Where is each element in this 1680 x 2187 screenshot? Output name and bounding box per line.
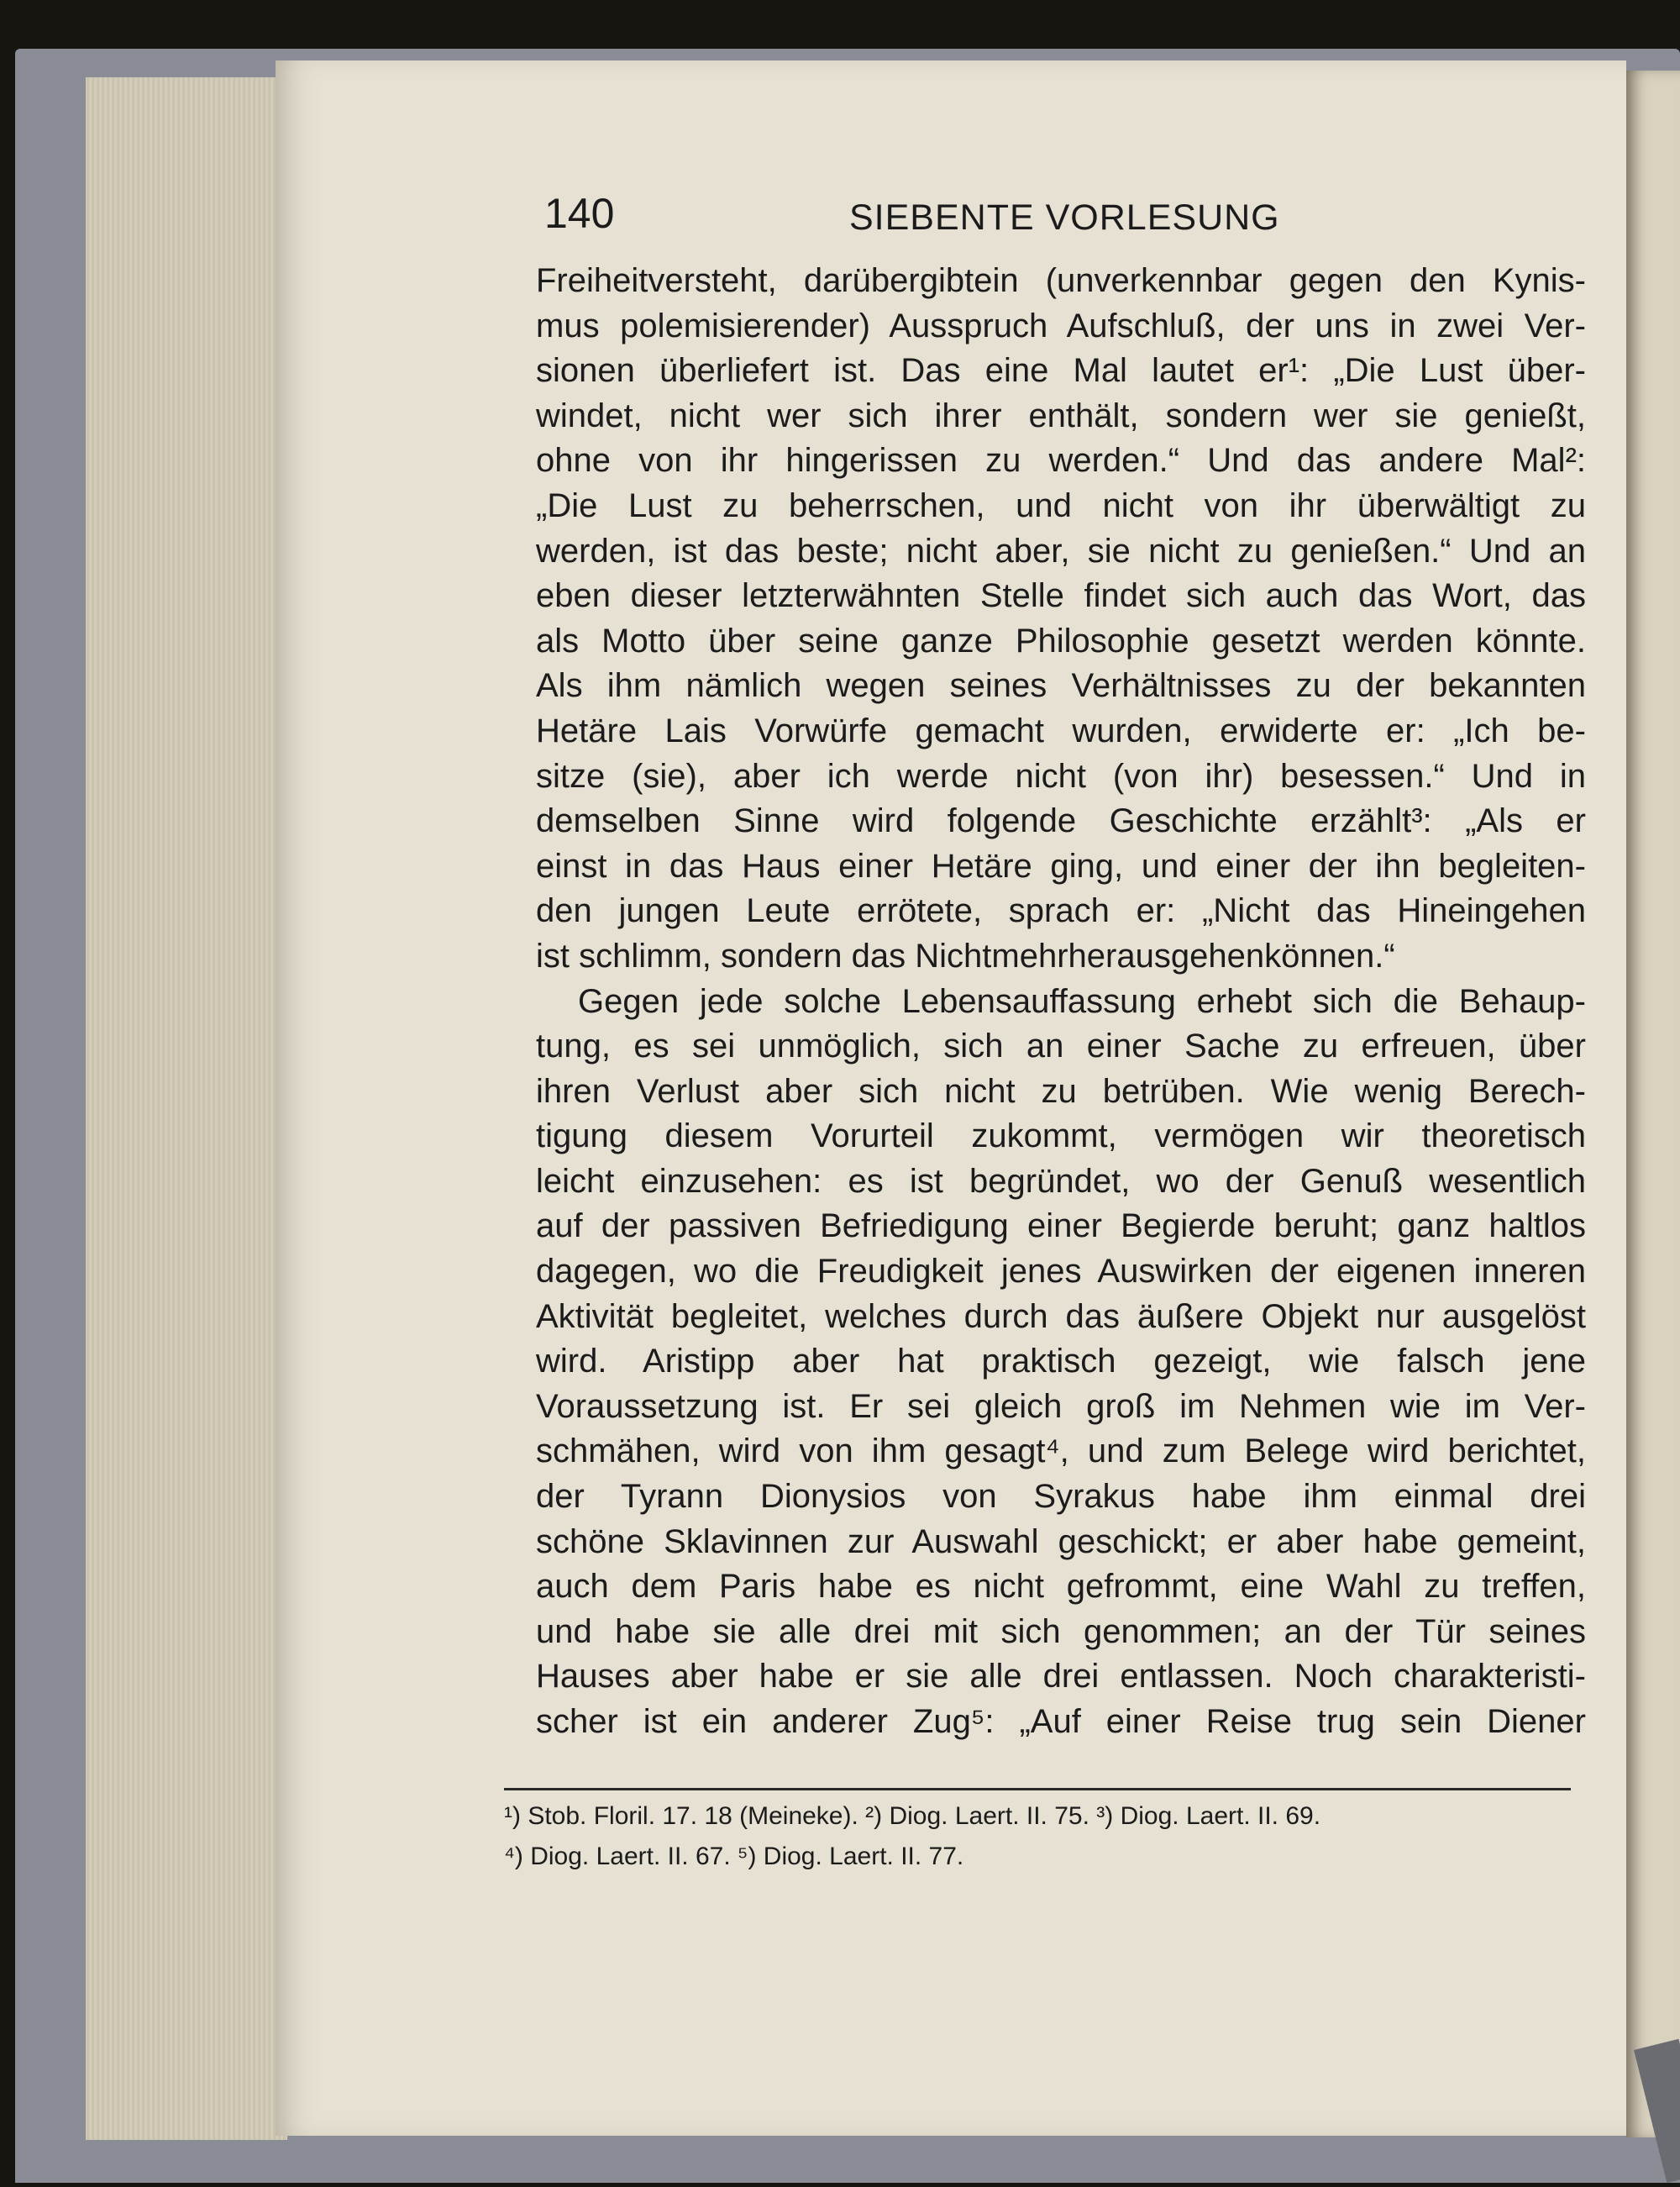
running-head: SIEBENTE VORLESUNG	[849, 197, 1280, 238]
text-line: Voraussetzung ist. Er sei gleich groß im Nehmen wie im Ver-	[536, 1387, 1586, 1425]
footnote-line: ¹) Stob. Floril. 17. 18 (Meineke). ²) Diog. Laert. II. 75. ³) Diog. Laert. II. 69.	[504, 1802, 1321, 1830]
text-line: „Die Lust zu beherrschen, und nicht von ihr überwältigt zu	[536, 486, 1586, 524]
paragraph-start-line: Gegen jede solche Lebensauffassung erhebt sich die Behaup-	[578, 982, 1586, 1020]
text-line: Aktivität begleitet, welches durch das äußere Objekt nur ausgelöst	[536, 1297, 1586, 1335]
text-line: wird. Aristipp aber hat praktisch gezeigt, wie falsch jene	[536, 1343, 1586, 1380]
text-line: auf der passiven Befriedigung einer Begierde beruht; ganz haltlos	[536, 1207, 1586, 1245]
facing-page-edge	[1626, 71, 1680, 2137]
text-line: den jungen Leute errötete, sprach er: „Nicht das Hineingehen	[536, 892, 1586, 930]
text-line: windet, nicht wer sich ihrer enthält, sondern wer sie genießt,	[536, 397, 1586, 434]
body-text	[536, 259, 1586, 1745]
text-line: werden, ist das beste; nicht aber, sie nicht zu genießen.“ Und an	[536, 532, 1586, 570]
text-line: demselben Sinne wird folgende Geschichte erzählt³: „Als er	[536, 802, 1586, 840]
text-line: und habe sie alle drei mit sich genommen; an der Tür seines	[536, 1612, 1586, 1650]
text-line: ihren Verlust aber sich nicht zu betrüben. Wie wenig Berech-	[536, 1072, 1586, 1110]
text-line: mus polemisierender) Ausspruch Aufschluß, der uns in zwei Ver-	[536, 307, 1586, 344]
text-line: schmähen, wird von ihm gesagt⁴, und zum Belege wird berichtet,	[536, 1433, 1586, 1470]
text-line: schöne Sklavinnen zur Auswahl geschickt; er aber habe gemeint,	[536, 1522, 1586, 1560]
footnotes	[504, 1796, 1575, 1877]
text-line: tigung diesem Vorurteil zukommt, vermögen wir theoretisch	[536, 1117, 1586, 1155]
text-line: tung, es sei unmöglich, sich an einer Sache zu erfreuen, über	[536, 1028, 1586, 1065]
text-line: eben dieser letzterwähnten Stelle findet sich auch das Wort, das	[536, 577, 1586, 615]
text-line: als Motto über seine ganze Philosophie gesetzt werden könnte.	[536, 622, 1586, 660]
text-line: scher ist ein anderer Zug⁵: „Auf einer Reise trug sein Diener	[536, 1703, 1586, 1740]
footnote-line: ⁴) Diog. Laert. II. 67. ⁵) Diog. Laert. II. 77.	[504, 1843, 964, 1870]
footnote-divider	[504, 1788, 1571, 1790]
text-line: sionen überliefert ist. Das eine Mal lautet er¹: „Die Lust über-	[536, 352, 1586, 390]
text-line: leicht einzusehen: es ist begründet, wo der Genuß wesentlich	[536, 1162, 1586, 1200]
text-line: ohne von ihr hingerissen zu werden.“ Und das andere Mal²:	[536, 442, 1586, 480]
text-line: Hetäre Lais Vorwürfe gemacht wurden, erwiderte er: „Ich be-	[536, 712, 1586, 749]
page-edges	[86, 77, 287, 2140]
text-line: dagegen, wo die Freudigkeit jenes Auswirken der eigenen inneren	[536, 1253, 1586, 1291]
page-number: 140	[544, 190, 615, 237]
text-line: Hauses aber habe er sie alle drei entlassen. Noch charakteristi-	[536, 1658, 1586, 1695]
text-line: Freiheitversteht, darübergibtein (unverkennbar gegen den Kynis-	[536, 262, 1586, 299]
text-line: einst in das Haus einer Hetäre ging, und einer der ihn begleiten-	[536, 847, 1586, 885]
text-line: der Tyrann Dionysios von Syrakus habe ihm einmal drei	[536, 1478, 1586, 1516]
paragraph-end-line: ist schlimm, sondern das Nichtmehrherausgehenkönnen.“	[536, 937, 1395, 975]
text-line: auch dem Paris habe es nicht gefrommt, eine Wahl zu treffen,	[536, 1568, 1586, 1606]
text-line: Als ihm nämlich wegen seines Verhältnisses zu der bekannten	[536, 667, 1586, 705]
page-header	[544, 189, 1300, 248]
text-line: sitze (sie), aber ich werde nicht (von ihr) besessen.“ Und in	[536, 757, 1586, 795]
